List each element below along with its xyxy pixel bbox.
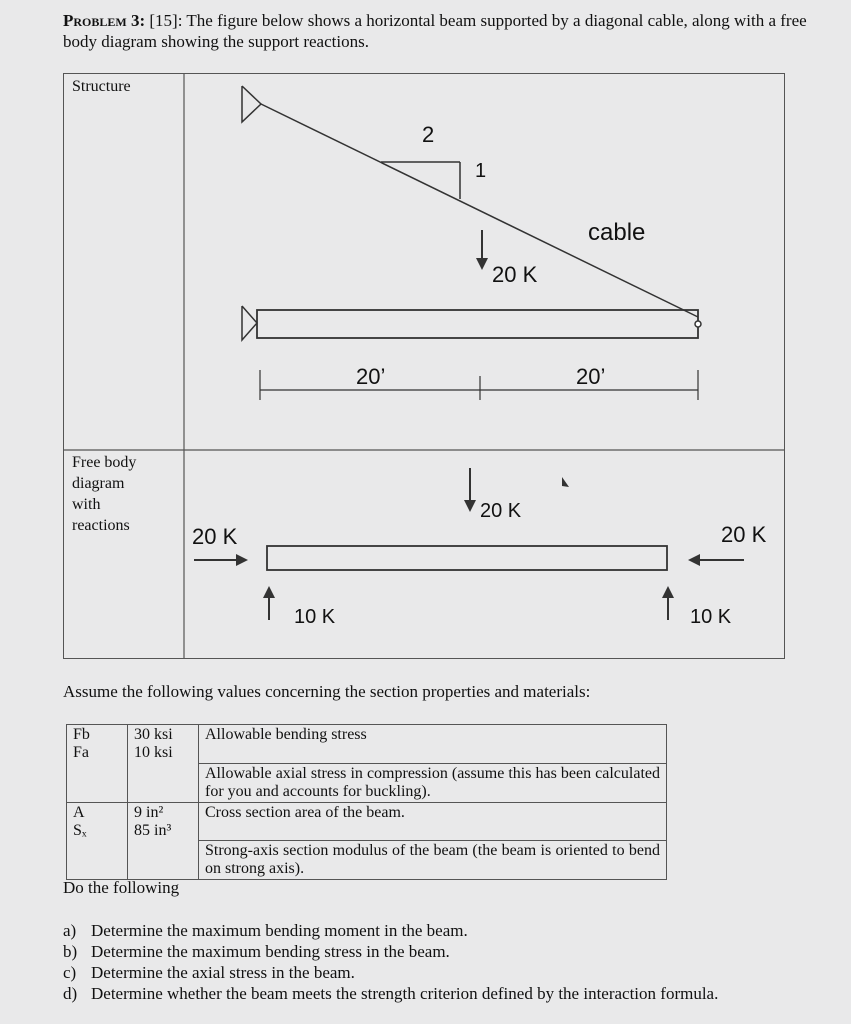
stray-mark: [562, 477, 569, 487]
fbd-left-horizontal-label: 20 K: [192, 524, 238, 549]
list-item: [63, 920, 718, 941]
cable-line: [261, 104, 698, 317]
fbd-left-horizontal-arrow-head: [236, 554, 248, 566]
fbd-label-line: reactions: [72, 517, 130, 534]
problem-text: The figure below shows a horizontal beam supported by a diagonal cable, along with a free body diagram showing the support reactions.: [63, 11, 807, 51]
fbd-beam: [267, 546, 667, 570]
table-row: [67, 802, 667, 841]
property-value: [128, 802, 199, 841]
fbd-right-vertical-label: 10 K: [690, 606, 732, 628]
span-left-label: 20’: [356, 364, 386, 389]
task-text: Determine the maximum bending moment in the beam.: [91, 921, 468, 940]
fbd-label: [72, 452, 136, 536]
task-key: d): [63, 984, 78, 1003]
fbd-left-vertical-arrow-head: [263, 586, 275, 598]
task-key: a): [63, 921, 77, 940]
property-value-spacer: [128, 763, 199, 802]
task-text: Determine the maximum bending stress in the beam.: [91, 942, 450, 961]
fbd-label-line: Free body: [72, 454, 137, 471]
property-symbol-spacer: [67, 841, 128, 880]
property-value-spacer: [128, 841, 199, 880]
load-label: 20 K: [492, 262, 538, 287]
table-row: [67, 763, 667, 802]
fbd-left-vertical-label: 10 K: [294, 606, 336, 628]
property-value: [128, 725, 199, 764]
beam-pin-support: [242, 306, 257, 340]
fbd-load-arrow-head: [464, 500, 476, 512]
task-text: Determine the axial stress in the beam.: [91, 963, 355, 982]
property-description: [199, 725, 667, 764]
properties-table: [66, 724, 667, 880]
list-item: [63, 983, 718, 1004]
property-symbol-text: Sₓ: [73, 821, 87, 839]
beam: [257, 310, 698, 338]
fbd-right-horizontal-arrow-head: [688, 554, 700, 566]
property-symbol: [67, 725, 128, 764]
problem-heading: Problem 3:: [63, 11, 146, 30]
task-key: b): [63, 942, 78, 961]
list-item: [63, 941, 718, 962]
property-symbol-text: Fb: [73, 726, 90, 743]
property-symbol-text: Fa: [73, 744, 89, 761]
structure-label: Structure: [72, 78, 131, 95]
slope-rise-label: 1: [475, 160, 487, 182]
load-arrow-head: [476, 258, 488, 270]
span-right-label: 20’: [576, 364, 606, 389]
property-value-text: 30 ksi: [134, 726, 173, 743]
figure-drawing: [64, 74, 784, 658]
assume-text: Assume the following values concerning the section properties and materials:: [63, 682, 591, 701]
cable-beam-connection: [695, 321, 701, 327]
problem-statement: [63, 10, 823, 52]
fbd-right-horizontal-label: 20 K: [721, 522, 767, 547]
property-description-text: Strong-axis section modulus of the beam (the beam is oriented to bend on strong axis).: [205, 842, 660, 877]
property-description-text: Allowable axial stress in compression (assume this has been calculated for you and accounts for buckling).: [205, 764, 660, 800]
property-symbol-spacer: [67, 763, 128, 802]
property-value-text: 10 ksi: [134, 744, 173, 761]
property-symbol: [67, 802, 128, 841]
figure-panel: [63, 73, 785, 659]
property-symbol-text: A: [73, 803, 85, 821]
do-following-heading: Do the following: [63, 878, 180, 897]
cable-label: cable: [588, 219, 646, 246]
fbd-label-line: diagram: [72, 475, 125, 492]
task-text: Determine whether the beam meets the strength criterion defined by the interaction formula.: [91, 984, 719, 1003]
property-description: [199, 763, 667, 802]
property-description-text: Allowable bending stress: [205, 726, 367, 743]
property-value-text: 85 in³: [134, 821, 172, 839]
table-row: [67, 725, 667, 764]
slope-run-label: 2: [422, 122, 435, 147]
property-description: [199, 802, 667, 841]
property-description-text: Cross section area of the beam.: [205, 803, 405, 821]
fbd-load-label: 20 K: [480, 500, 522, 522]
problem-points: [15]:: [149, 11, 183, 30]
table-row: [67, 841, 667, 880]
fbd-label-line: with: [72, 496, 101, 513]
property-value-text: 9 in²: [134, 803, 164, 821]
wall-pin-support: [242, 86, 261, 122]
task-list: [63, 920, 718, 1004]
list-item: [63, 962, 718, 983]
fbd-right-vertical-arrow-head: [662, 586, 674, 598]
property-description: [199, 841, 667, 880]
task-key: c): [63, 963, 77, 982]
